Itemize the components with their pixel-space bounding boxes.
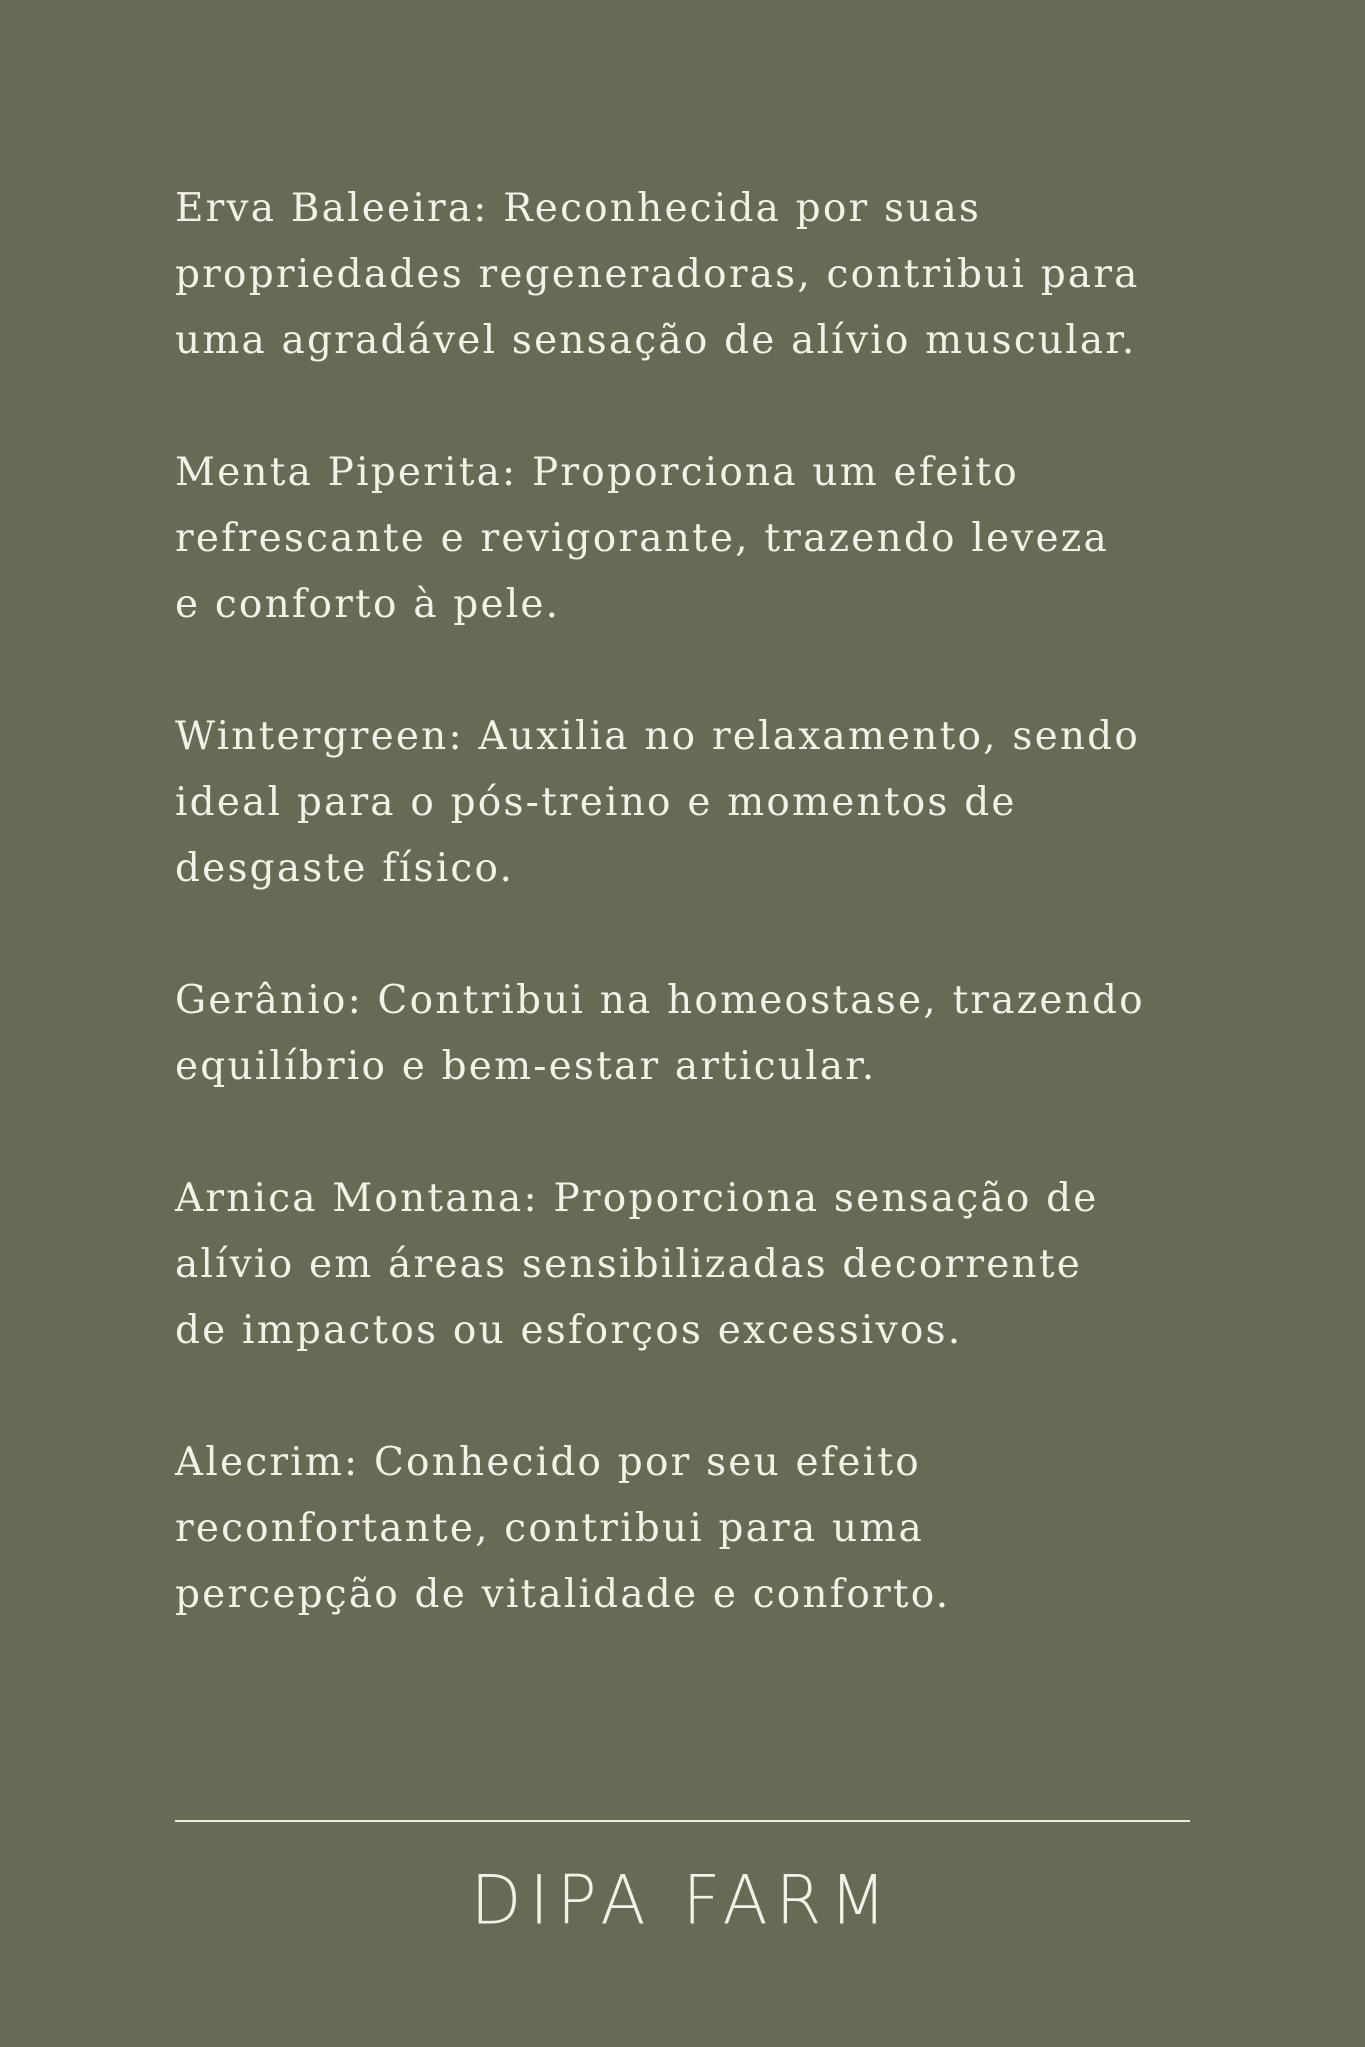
ingredient-alecrim: Alecrim: Conhecido por seu efeito reconfortante, contribui para uma percepção de vitalidade e conforto. xyxy=(175,1440,951,1617)
ingredient-geranio: Gerânio: Contribui na homeostase, trazendo equilíbrio e bem-estar articular. xyxy=(175,978,1145,1089)
footer-divider xyxy=(175,1820,1190,1822)
ingredient-menta-piperita: Menta Piperita: Proporciona um efeito refrescante e revigorante, trazendo leveza e conforto à pele. xyxy=(175,450,1109,627)
ingredient-list xyxy=(175,176,1215,1694)
ingredient-wintergreen: Wintergreen: Auxilia no relaxamento, sendo ideal para o pós-treino e momentos de desgaste físico. xyxy=(175,714,1141,891)
ingredient-erva-baleeira: Erva Baleeira: Reconhecida por suas propriedades regeneradoras, contribui para uma agradável sensação de alívio muscular. xyxy=(175,186,1140,363)
ingredient-arnica-montana: Arnica Montana: Proporciona sensação de alívio em áreas sensibilizadas decorrente de impactos ou esforços excessivos. xyxy=(175,1176,1099,1353)
brand-logo: DIPA FARM xyxy=(470,1861,895,1940)
